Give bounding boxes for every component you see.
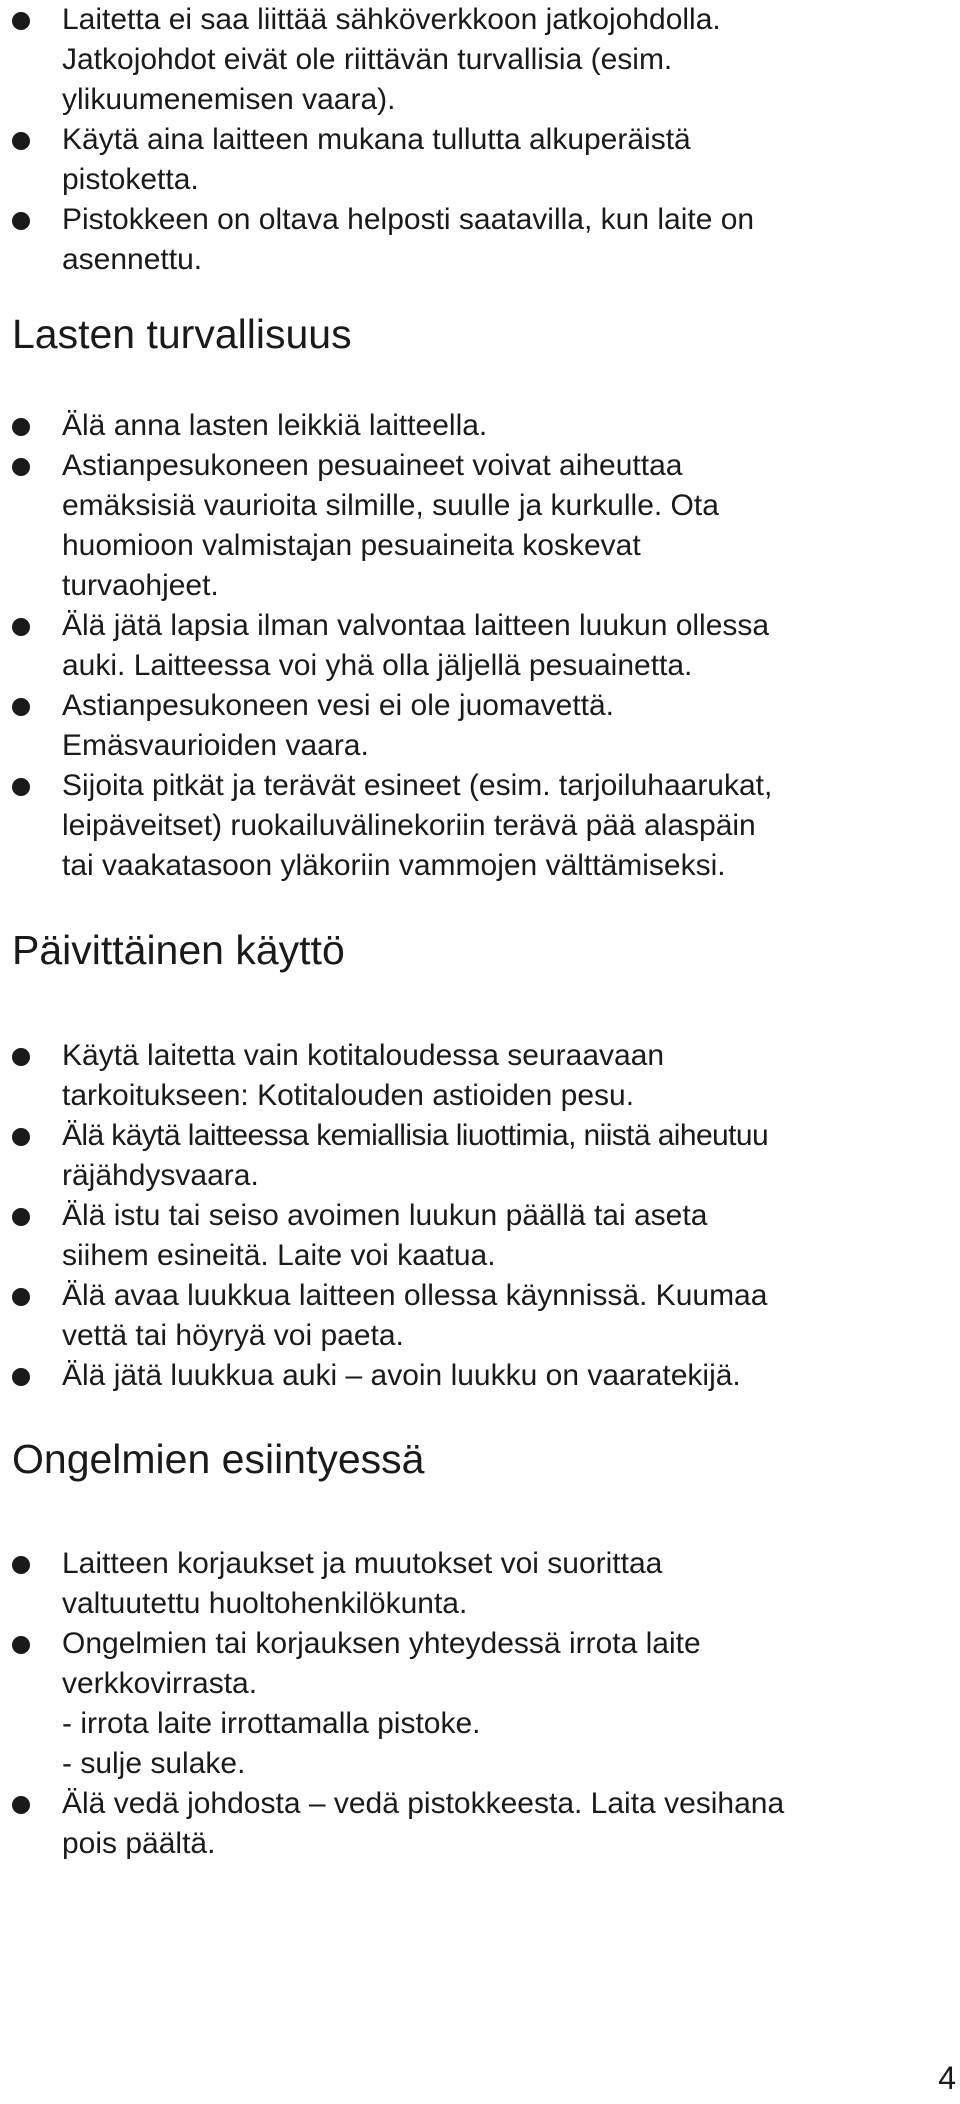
item-text: Älä käytä laitteessa kemiallisia liuottimia, niistä aiheutuu bbox=[62, 1119, 769, 1152]
bullet-icon bbox=[12, 1636, 30, 1654]
list-item bbox=[0, 606, 922, 686]
item-text: Älä vedä johdosta – vedä pistokkeesta. Laita vesihana bbox=[62, 1787, 785, 1820]
bullet-icon bbox=[12, 778, 30, 796]
daily-use-list bbox=[0, 1036, 922, 1396]
bullet-icon bbox=[12, 418, 30, 436]
item-text: Älä anna lasten leikkiä laitteella. bbox=[62, 409, 488, 442]
section-heading-problems: Ongelmien esiintyessä bbox=[12, 1436, 425, 1482]
section-heading-child-safety: Lasten turvallisuus bbox=[12, 311, 352, 357]
item-text: Pistokkeen on oltava helposti saatavilla, kun laite on bbox=[62, 203, 755, 236]
item-text: Ongelmien tai korjauksen yhteydessä irrota laite bbox=[62, 1627, 701, 1660]
list-item bbox=[0, 1116, 922, 1196]
item-text: Käytä aina laitteen mukana tullutta alkuperäistä bbox=[62, 123, 691, 156]
item-text: auki. Laitteessa voi yhä olla jäljellä pesuainetta. bbox=[62, 649, 693, 682]
list-item bbox=[0, 1196, 922, 1276]
bullet-icon bbox=[12, 212, 30, 230]
item-text: Älä jätä luukkua auki – avoin luukku on vaaratekijä. bbox=[62, 1359, 741, 1392]
bullet-icon bbox=[12, 1128, 30, 1146]
intro-bullet-list bbox=[0, 0, 922, 280]
list-item bbox=[0, 1544, 922, 1624]
bullet-icon bbox=[12, 132, 30, 150]
item-text: Emäsvaurioiden vaara. bbox=[62, 729, 369, 762]
item-text: Astianpesukoneen pesuaineet voivat aiheuttaa bbox=[62, 449, 683, 482]
item-text: huomioon valmistajan pesuaineita koskevat bbox=[62, 529, 641, 562]
item-text: pois päältä. bbox=[62, 1827, 216, 1860]
list-item bbox=[0, 406, 922, 446]
bullet-icon bbox=[12, 1048, 30, 1066]
item-text: verkkovirrasta. bbox=[62, 1667, 258, 1700]
item-text: tai vaakatasoon yläkoriin vammojen välttämiseksi. bbox=[62, 849, 726, 882]
item-text: Sijoita pitkät ja terävät esineet (esim. tarjoiluhaarukat, bbox=[62, 769, 773, 802]
list-item bbox=[0, 200, 922, 280]
item-text: Laitetta ei saa liittää sähköverkkoon jatkojohdolla. bbox=[62, 3, 721, 36]
item-text: asennettu. bbox=[62, 243, 203, 276]
list-item bbox=[0, 1276, 922, 1356]
bullet-icon bbox=[12, 1368, 30, 1386]
page-number: 4 bbox=[938, 2060, 956, 2096]
item-text: Laitteen korjaukset ja muutokset voi suorittaa bbox=[62, 1547, 663, 1580]
problems-list bbox=[0, 1544, 922, 1864]
item-text: Käytä laitetta vain kotitaloudessa seuraavaan bbox=[62, 1039, 665, 1072]
list-item bbox=[0, 446, 922, 606]
child-safety-list bbox=[0, 406, 922, 886]
item-text: Älä jätä lapsia ilman valvontaa laitteen luukun ollessa bbox=[62, 609, 770, 642]
bullet-icon bbox=[12, 1796, 30, 1814]
list-item bbox=[0, 686, 922, 766]
bullet-icon bbox=[12, 618, 30, 636]
list-item bbox=[0, 1356, 922, 1396]
list-item bbox=[0, 766, 922, 886]
item-text: emäksisiä vaurioita silmille, suulle ja kurkulle. Ota bbox=[62, 489, 719, 522]
item-text: valtuutettu huoltohenkilökunta. bbox=[62, 1587, 468, 1620]
item-text: - irrota laite irrottamalla pistoke. bbox=[62, 1707, 481, 1740]
list-item bbox=[0, 1036, 922, 1116]
item-text: turvaohjeet. bbox=[62, 569, 219, 602]
item-text: Jatkojohdot eivät ole riittävän turvallisia (esim. bbox=[62, 43, 673, 76]
item-text: leipäveitset) ruokailuvälinekoriin terävä pää alaspäin bbox=[62, 809, 756, 842]
list-item bbox=[0, 1624, 922, 1784]
item-text: räjähdysvaara. bbox=[62, 1159, 259, 1192]
item-text: Älä avaa luukkua laitteen ollessa käynnissä. Kuumaa bbox=[62, 1279, 768, 1312]
item-text: - sulje sulake. bbox=[62, 1747, 246, 1780]
item-text: pistoketta. bbox=[62, 163, 199, 196]
item-text: ylikuumenemisen vaara). bbox=[62, 83, 396, 116]
bullet-icon bbox=[12, 698, 30, 716]
section-heading-daily-use: Päivittäinen käyttö bbox=[12, 927, 345, 973]
list-item bbox=[0, 120, 922, 200]
bullet-icon bbox=[12, 12, 30, 30]
bullet-icon bbox=[12, 1556, 30, 1574]
bullet-icon bbox=[12, 458, 30, 476]
list-item bbox=[0, 1784, 922, 1864]
item-text: tarkoitukseen: Kotitalouden astioiden pesu. bbox=[62, 1079, 635, 1112]
list-item bbox=[0, 0, 922, 120]
bullet-icon bbox=[12, 1288, 30, 1306]
bullet-icon bbox=[12, 1208, 30, 1226]
item-text: vettä tai höyryä voi paeta. bbox=[62, 1319, 404, 1352]
item-text: siihem esineitä. Laite voi kaatua. bbox=[62, 1239, 496, 1272]
item-text: Älä istu tai seiso avoimen luukun päällä tai aseta bbox=[62, 1199, 708, 1232]
item-text: Astianpesukoneen vesi ei ole juomavettä. bbox=[62, 689, 615, 722]
